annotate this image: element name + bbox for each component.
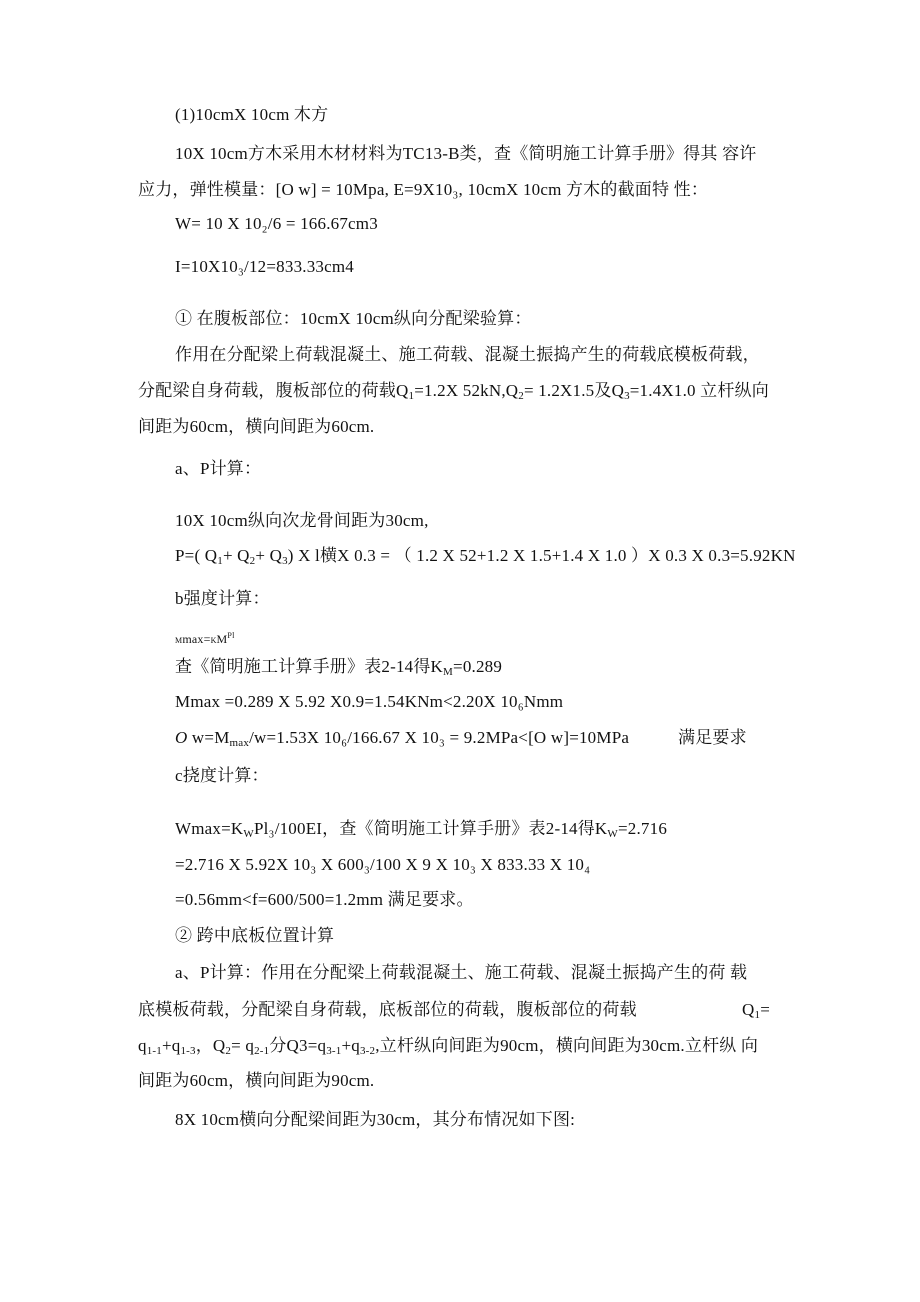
formula-stress-check: O $w=M_{max}/w=1.53X$ 10₆/166.67 X 10₃ = 9.2MPa<[O w]=10MPa [175,728,630,749]
formula-section-modulus: W= 10 X 10₂/6 = 166.67cm3 [175,214,378,233]
text-meets-requirement: 满足要求 [678,728,747,747]
heading-p-calculation: a、P计算： [175,459,262,478]
paragraph-midspan-line-3: $q_{1-1}+q_{1-3}$，$Q_2= q_{2-1}$分$Q3=q_{3-1}+q_{3-2}$,立杆纵向间距为90cm，横向间距为30cm.立杆纵 向 [138,1036,759,1057]
formula-wmax-result: =0.56mm<f=600/500=1.2mm 满足要求。 [175,890,474,909]
text-joist-spacing: 10X 10cm纵向次龙骨间距为30cm, [175,511,429,530]
paragraph-material-line-2: 应力，弹性模量：[O w] = 10Mpa, E=9X10₃, 10cmX 10cm 方木的截面特 性： [138,180,709,199]
formula-wmax-substitution: =2.716 X 5.92X 10₃ X 600₃/100 X 9 X 10₃ X 833.33 X 10₄ [175,855,591,874]
heading-web-position: ① 在腹板部位：10cmX 10cm纵向分配梁验算： [175,309,532,328]
paragraph-midspan-line-1: a、P计算：作用在分配梁上荷载混凝土、施工荷载、混凝土振捣产生的荷 载 [175,963,748,982]
paragraph-load-line-3: 间距为60cm，横向间距为60cm. [138,417,375,436]
formula-mmax-small: $Mmax=KM^{Pl}$ [175,631,235,646]
formula-mmax-value: Mmax =0.289 X 5.92 X0.9=1.54KNm<2.20X 10₆Nmm [175,692,564,711]
text-km-lookup: 查《简明施工计算手册》表2-14得$K_M=0.289$ [175,657,503,678]
heading-square-timber: (1)10cmX 10cm 木方 [175,105,329,124]
formula-moment-of-inertia: I=10X10₃/12=833.33cm4 [175,257,354,276]
paragraph-material-line-1: 10X 10cm方木采用木材材料为TC13-B类，查《简明施工计算手册》得其 容许 [175,144,757,163]
text-transverse-beam-spacing: 8X 10cm横向分配梁间距为30cm，其分布情况如下图: [175,1110,576,1129]
heading-deflection-calculation: c挠度计算： [175,766,269,785]
paragraph-midspan-line-2: 底模板荷载，分配梁自身荷载，底板部位的荷载，腹板部位的荷载 $Q_1=$ [138,1000,770,1021]
paragraph-load-line-1: 作用在分配梁上荷载混凝土、施工荷载、混凝土振捣产生的荷载底模板荷载， [175,345,760,364]
paragraph-midspan-line-4: 间距为60cm，横向间距为90cm. [138,1071,375,1090]
heading-midspan-bottom-slab: ② 跨中底板位置计算 [175,926,335,945]
paragraph-load-line-2: 分配梁自身荷载，腹板部位的荷载$Q_1=1.2X$ $52kN,Q_2= 1.2X1.5$及$Q_3=1.4X1.0$ 立杆纵向 [138,381,769,402]
formula-p: P=( $Q_1+ Q_2+ Q_3$) X l横X 0.3 = （ 1.2 X 52+1.2 X 1.5+1.4 X 1.0 ）X 0.3 X 0.3=5.92KN [175,546,796,567]
heading-strength-calculation: b强度计算： [175,589,270,608]
formula-wmax: $Wmax=K_WPl_3/100EI$，查《简明施工计算手册》表2-14得$K_W=2.716$ [175,819,668,840]
